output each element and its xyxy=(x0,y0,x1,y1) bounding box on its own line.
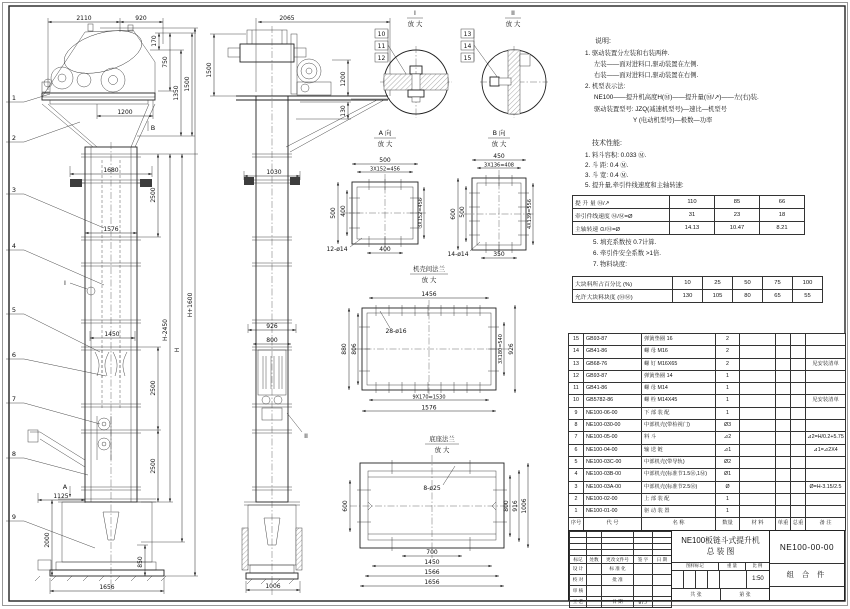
base-flange-detail xyxy=(342,434,528,586)
svg-text:600: 600 xyxy=(450,208,457,220)
stamp-boxes xyxy=(672,571,769,589)
note-line: Y (电动机型号)—极数—功率 xyxy=(633,117,713,124)
svg-text:1350: 1350 xyxy=(173,85,180,101)
svg-text:1680: 1680 xyxy=(103,167,119,174)
svg-text:1450: 1450 xyxy=(104,331,120,338)
detail-i xyxy=(375,9,452,118)
drawing-title xyxy=(672,531,769,563)
svg-text:600: 600 xyxy=(342,500,349,512)
note-line: 左装——面对进料口,驱动装置在左侧. xyxy=(594,61,699,68)
svg-text:5: 5 xyxy=(11,306,17,314)
svg-text:10: 10 xyxy=(377,31,386,38)
svg-text:920: 920 xyxy=(135,15,147,22)
svg-text:1125: 1125 xyxy=(53,493,69,500)
svg-text:13: 13 xyxy=(463,31,472,38)
front-view xyxy=(6,15,198,594)
svg-text:12-ø14: 12-ø14 xyxy=(326,246,348,253)
casing-flange-detail xyxy=(341,264,515,412)
lump-size-table xyxy=(572,276,823,303)
view-a xyxy=(326,128,426,253)
svg-text:750: 750 xyxy=(162,56,169,68)
svg-text:450: 450 xyxy=(493,153,505,160)
title-block-revision-area: 标记 处数 更改文件号 签 字 日 期 设 计 标 准 化 校 对 批 准 审 核 工 艺 日 期 97.7 xyxy=(569,531,671,600)
svg-text:2110: 2110 xyxy=(76,15,92,22)
bom-row: 14 GB41-86 螺 母 M16 2 xyxy=(569,346,846,358)
svg-text:2500: 2500 xyxy=(150,458,157,474)
view-b xyxy=(447,128,534,258)
tech-item: 6. 牵引件安全系数 >1倍. xyxy=(593,250,662,257)
drawing-title-line2: 总 装 图 xyxy=(706,547,735,557)
bom-row: 15 GB93-87 弹簧垫圈 16 2 xyxy=(569,334,846,346)
svg-text:12: 12 xyxy=(377,55,386,62)
svg-text:放 大: 放 大 xyxy=(505,20,521,28)
note-line: 驱动装置型号: JZQ(减速机型号)—速比—机型号 xyxy=(594,106,727,113)
svg-text:1450: 1450 xyxy=(424,559,440,566)
svg-text:放 大: 放 大 xyxy=(434,446,450,454)
bom-row: 2 NE100-02-00 上 部 装 配 1 xyxy=(569,493,846,505)
svg-text:700: 700 xyxy=(426,549,438,556)
svg-text:B: B xyxy=(150,124,156,132)
svg-text:130: 130 xyxy=(340,105,347,117)
svg-text:500: 500 xyxy=(459,206,466,218)
svg-text:A: A xyxy=(62,483,68,491)
svg-text:机壳间法兰: 机壳间法兰 xyxy=(413,265,445,273)
svg-text:2500: 2500 xyxy=(150,380,157,396)
speed-table xyxy=(572,195,805,235)
svg-text:14: 14 xyxy=(463,43,472,50)
drawing-title-line1: NE100板链斗式提升机 xyxy=(681,535,760,545)
bom-row: 4 NE100-03B-00 中部机壳(标准节1.5Ⓜ,1Ⓜ) Ø1 xyxy=(569,469,846,481)
note-line: NE100——提升机高度H(Ⓜ)——提升量(Ⓜ/↗)——左(右)装. xyxy=(594,94,759,101)
bom-row: 8 NE100-030-00 中部机壳(带检视门) Ø3 xyxy=(569,420,846,432)
title-block-right xyxy=(770,531,844,600)
bom-row: 10 GB5782-86 螺 栓 M14X45 1 见安装清单 xyxy=(569,395,846,407)
svg-text:28-ø16: 28-ø16 xyxy=(385,328,407,335)
drawing-number: NE100-00-00 xyxy=(770,531,844,564)
svg-text:1: 1 xyxy=(11,94,17,102)
svg-text:H: H xyxy=(174,347,181,353)
svg-text:11: 11 xyxy=(377,43,386,50)
svg-text:底座法兰: 底座法兰 xyxy=(429,435,455,443)
svg-text:2000: 2000 xyxy=(44,532,51,548)
svg-text:800: 800 xyxy=(266,337,278,344)
detail-ii xyxy=(461,9,548,118)
svg-text:放 大: 放 大 xyxy=(377,140,393,148)
svg-text:I: I xyxy=(414,9,416,17)
svg-text:9: 9 xyxy=(11,513,17,521)
table-row: 允许大块料块度 (ⓂⓂ) 130 105 80 65 55 xyxy=(573,290,823,303)
svg-text:400: 400 xyxy=(340,205,347,217)
svg-text:806: 806 xyxy=(351,343,358,355)
stamp-header: 图样标记 重 量 比 例 xyxy=(672,563,769,571)
svg-text:8: 8 xyxy=(11,450,17,458)
bom-row: 6 NE100-04-00 输 送 链 ⊿1 ⊿1=⊿2X4 xyxy=(569,444,846,456)
tech-item: 2. 斗 距: 0.4 Ⓜ. xyxy=(585,162,629,169)
table-row: 牵引件线速度 Ⓜ/Ⓜ=Ø 31 23 18 xyxy=(573,209,805,222)
svg-text:II: II xyxy=(511,9,515,17)
svg-text:B 向: B 向 xyxy=(492,129,506,137)
svg-text:2500: 2500 xyxy=(150,187,157,203)
bom-row: 9 NE100-06-00 下 部 装 配 1 xyxy=(569,407,846,419)
svg-text:放 大: 放 大 xyxy=(491,140,507,148)
note-line: 右装——面对进料口,驱动装置在右侧. xyxy=(594,72,699,79)
bom-row: 13 GB68-76 螺 钉 M16X65 2 见安装清单 xyxy=(569,358,846,370)
notes-heading: 说明: xyxy=(595,38,611,45)
tech-item: 7. 物料块度: xyxy=(593,261,627,268)
bom-row: 1 NE100-01-00 驱 动 装 置 1 xyxy=(569,506,846,518)
title-block xyxy=(568,530,845,605)
svg-text:II: II xyxy=(304,432,308,440)
svg-text:15: 15 xyxy=(463,55,472,62)
svg-text:400: 400 xyxy=(379,246,391,253)
svg-text:916: 916 xyxy=(512,500,519,512)
svg-text:A 向: A 向 xyxy=(378,129,392,137)
svg-text:1200: 1200 xyxy=(117,109,133,116)
svg-text:170: 170 xyxy=(151,35,158,47)
side-view xyxy=(206,15,390,595)
svg-text:3X180=540: 3X180=540 xyxy=(498,334,504,364)
tech-item: 3. 斗 宽: 0.4 Ⓜ. xyxy=(585,172,629,179)
svg-text:2: 2 xyxy=(11,134,17,142)
svg-text:1030: 1030 xyxy=(266,169,282,176)
svg-text:H-2450: H-2450 xyxy=(162,319,169,341)
title-block-center xyxy=(671,531,770,600)
bom-header-row: 序号 代 号 名 称 数量 材 料 单重 总重 备 注 xyxy=(569,518,846,530)
svg-text:1456: 1456 xyxy=(421,291,437,298)
bom-row: 7 NE100-05-00 料 斗 ⊿2 ⊿2=H/0.2+5.75 xyxy=(569,432,846,444)
tech-item: 5. 填充系数按 0.7计算. xyxy=(593,239,657,246)
svg-text:926: 926 xyxy=(508,343,515,355)
svg-text:4X139=556: 4X139=556 xyxy=(527,199,533,229)
revision-header-row: 标记 处数 更改文件号 签 字 日 期 xyxy=(570,556,672,564)
table-row: 提 升 量 Ⓜ/↗ 110 85 66 xyxy=(573,196,805,209)
svg-text:1566: 1566 xyxy=(424,569,440,576)
table-row: 主轴转速 ⊙/Ⓜ=Ø 14.13 10.47 8.21 xyxy=(573,222,805,235)
svg-text:I: I xyxy=(64,279,66,287)
bom-row: 12 GB93-87 弹簧垫圈 14 1 xyxy=(569,370,846,382)
svg-text:9X170=1530: 9X170=1530 xyxy=(412,394,446,401)
svg-text:1656: 1656 xyxy=(424,579,440,586)
bom-row: 3 NE100-03A-00 中部机壳(标准节2.5Ⓜ) Ø Ø=H-3.15/2.5 xyxy=(569,481,846,493)
svg-text:14-ø14: 14-ø14 xyxy=(447,251,469,258)
bom-row: 5 NE100-03C-00 中部机壳(带导轨) Ø2 xyxy=(569,456,846,468)
side-dimensions xyxy=(206,15,390,593)
svg-text:3: 3 xyxy=(11,186,17,194)
svg-text:1500: 1500 xyxy=(184,76,191,92)
table-row: 大块料所占百分比 (%) 10 25 50 75 100 xyxy=(573,277,823,290)
svg-text:8-ø25: 8-ø25 xyxy=(423,485,441,492)
svg-text:2065: 2065 xyxy=(279,15,295,22)
tech-item: 5. 提升量,牵引件线速度和主轴转速: xyxy=(585,182,684,189)
tech-item: 1. 料斗容积: 0.033 Ⓜ. xyxy=(585,152,647,159)
svg-text:850: 850 xyxy=(137,556,144,568)
svg-text:6: 6 xyxy=(11,351,17,359)
svg-text:350: 350 xyxy=(493,251,505,258)
svg-text:800: 800 xyxy=(503,500,510,512)
svg-text:H+1600: H+1600 xyxy=(187,292,194,318)
svg-text:4: 4 xyxy=(11,242,17,250)
svg-text:1656: 1656 xyxy=(99,584,115,591)
svg-text:放 大: 放 大 xyxy=(421,276,437,284)
svg-text:放 大: 放 大 xyxy=(407,20,423,28)
svg-text:1200: 1200 xyxy=(340,71,347,87)
svg-text:7: 7 xyxy=(11,395,17,403)
svg-text:3X152=456: 3X152=456 xyxy=(418,198,424,228)
svg-text:1576: 1576 xyxy=(103,226,119,233)
svg-text:1576: 1576 xyxy=(421,404,437,412)
tech-heading: 技术性能: xyxy=(592,140,622,147)
note-line: 2. 机型表示法: xyxy=(585,83,626,90)
sheet-count-row: 共 张 第 张 xyxy=(672,589,769,600)
svg-text:1500: 1500 xyxy=(206,62,213,78)
bom-row: 11 GB41-86 螺 母 M14 1 xyxy=(569,383,846,395)
bom-table xyxy=(568,333,846,531)
svg-text:1006: 1006 xyxy=(265,583,281,590)
svg-text:3X136=408: 3X136=408 xyxy=(484,162,514,169)
svg-text:500: 500 xyxy=(379,157,391,164)
svg-text:880: 880 xyxy=(341,343,348,355)
assembly-label: 组 合 件 xyxy=(770,564,844,587)
svg-text:500: 500 xyxy=(330,207,337,219)
svg-text:926: 926 xyxy=(266,323,278,330)
note-line: 1. 驱动装置分左装和右装两种. xyxy=(585,50,670,57)
svg-text:1006: 1006 xyxy=(521,498,528,514)
scale-value: 1:50 xyxy=(752,576,764,583)
svg-text:3X152=456: 3X152=456 xyxy=(370,166,400,173)
